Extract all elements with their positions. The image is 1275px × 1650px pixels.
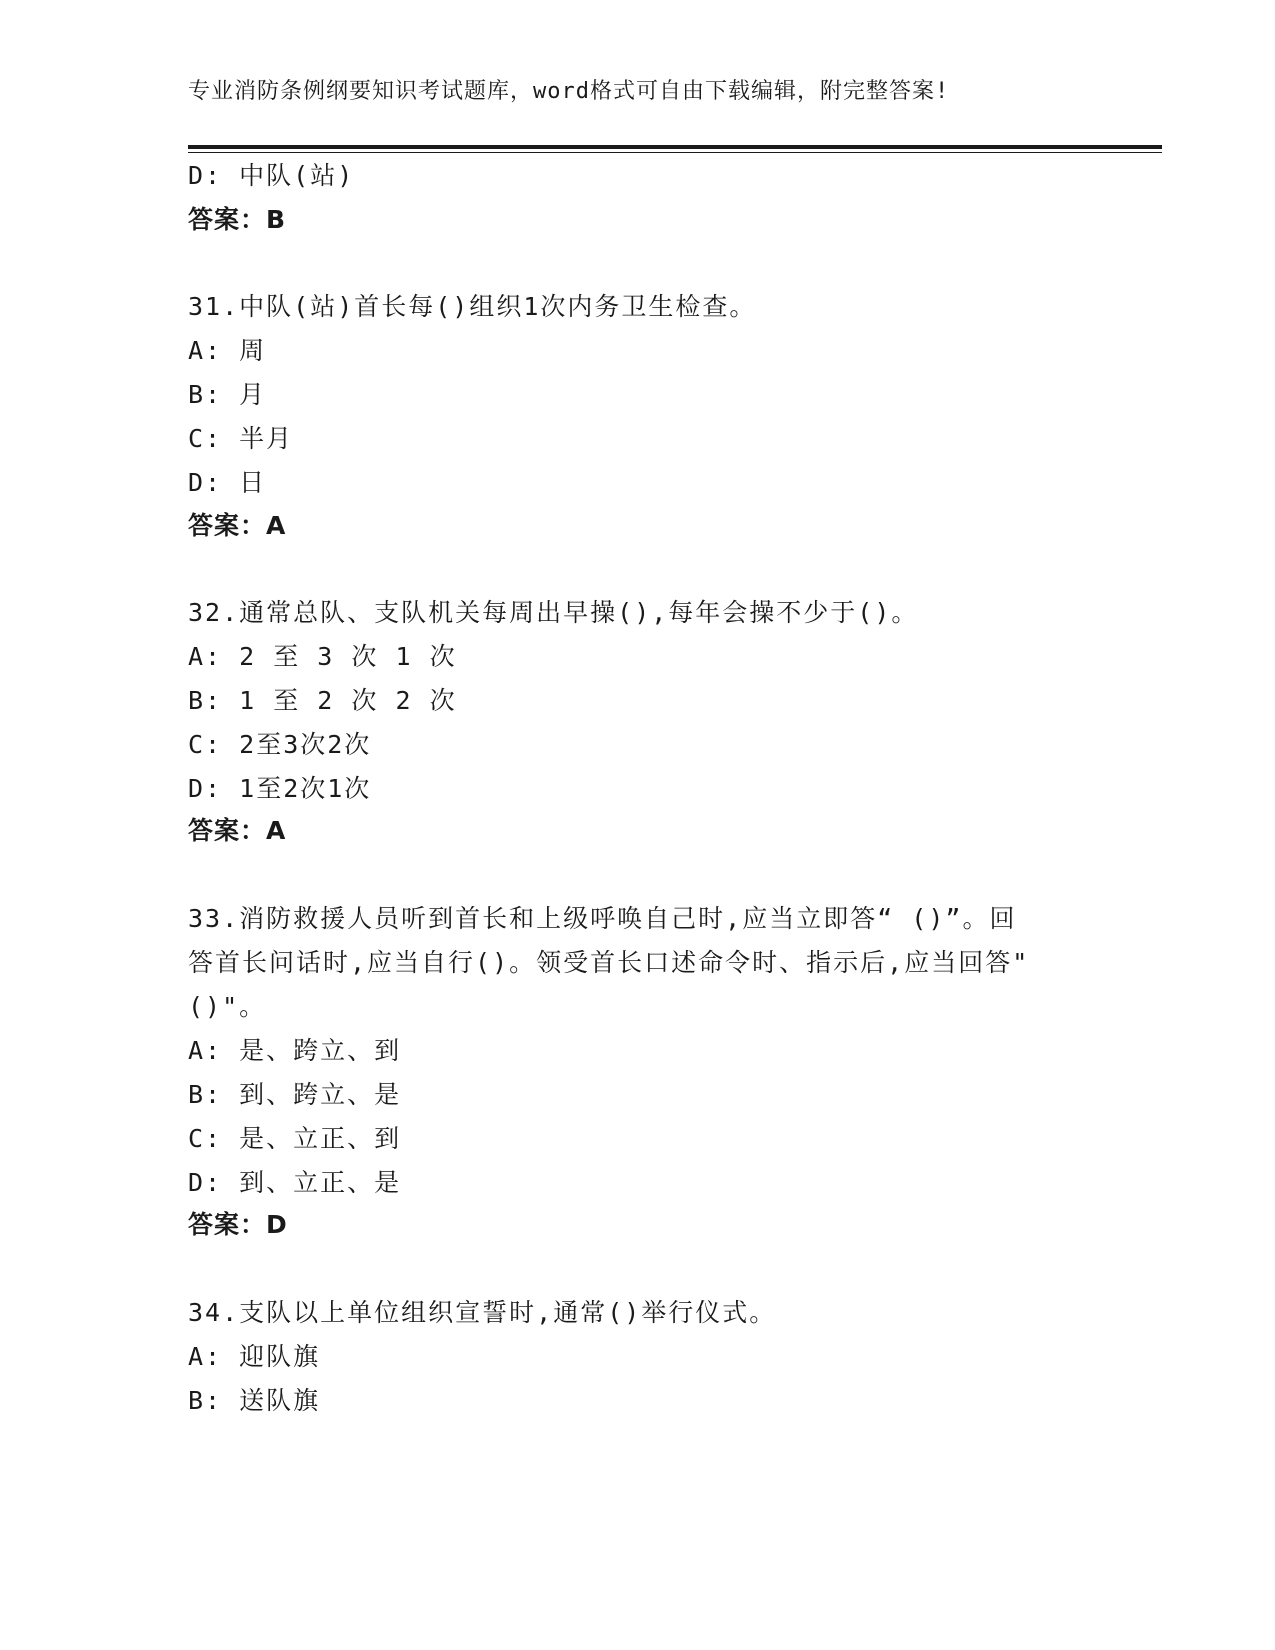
option-d-q33: D: 到、立正、是 xyxy=(188,1168,402,1197)
question-33-line2: 答首长问话时,应当自行()。领受首长口述命令时、指示后,应当回答" xyxy=(188,948,1030,977)
question-33-line3: ()"。 xyxy=(188,992,267,1021)
answer-q30: 答案：B xyxy=(188,205,287,234)
question-33-line1: 33.消防救援人员听到首长和上级呼唤自己时,应当立即答“ ()”。回 xyxy=(188,904,1017,933)
question-31: 31.中队(站)首长每()组织1次内务卫生检查。 xyxy=(188,292,757,321)
answer-q31: 答案：A xyxy=(188,511,287,540)
option-b-q32: B: 1 至 2 次 2 次 xyxy=(188,686,457,715)
option-b-q34: B: 送队旗 xyxy=(188,1386,321,1415)
option-c-q33: C: 是、立正、到 xyxy=(188,1124,402,1153)
question-32: 32.通常总队、支队机关每周出早操(),每年会操不少于()。 xyxy=(188,598,919,627)
answer-q32: 答案：A xyxy=(188,816,287,845)
answer-q33: 答案：D xyxy=(188,1210,288,1239)
option-b-q31: B: 月 xyxy=(188,380,267,409)
option-d-q31: D: 日 xyxy=(188,468,267,497)
option-a-q32: A: 2 至 3 次 1 次 xyxy=(188,642,457,671)
option-c-q32: C: 2至3次2次 xyxy=(188,730,372,759)
option-a-q34: A: 迎队旗 xyxy=(188,1342,321,1371)
option-c-q31: C: 半月 xyxy=(188,424,294,453)
header-rule-thin xyxy=(188,152,1162,153)
page-header: 专业消防条例纲要知识考试题库，word格式可自由下载编辑，附完整答案! xyxy=(188,79,950,104)
option-a-q31: A: 周 xyxy=(188,336,267,365)
header-rule-thick xyxy=(188,145,1162,149)
option-d-q32: D: 1至2次1次 xyxy=(188,774,372,803)
question-34: 34.支队以上单位组织宣誓时,通常()举行仪式。 xyxy=(188,1298,777,1327)
option-b-q33: B: 到、跨立、是 xyxy=(188,1080,402,1109)
option-d-q30: D: 中队(站) xyxy=(188,161,355,190)
option-a-q33: A: 是、跨立、到 xyxy=(188,1036,402,1065)
